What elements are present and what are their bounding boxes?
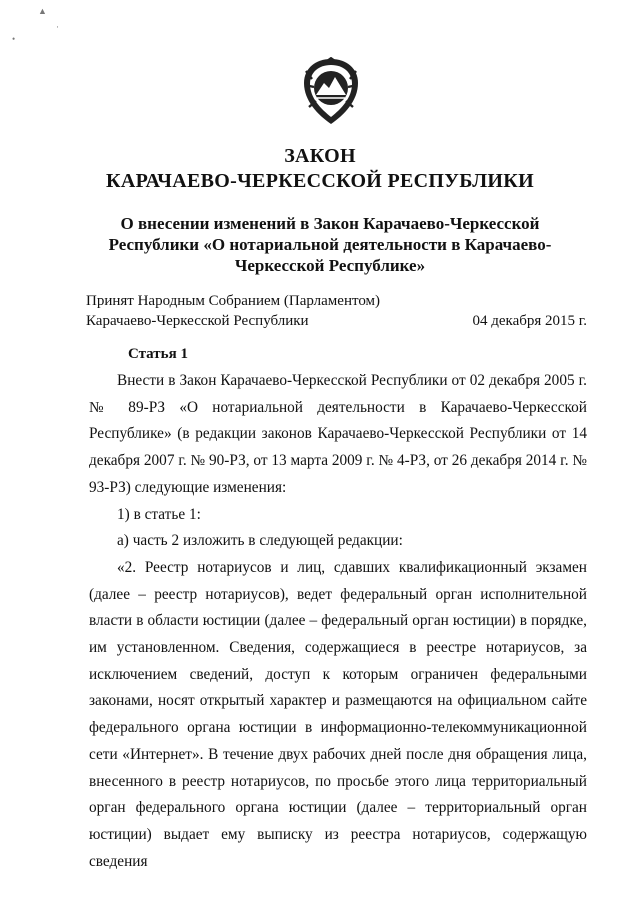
scan-artifact: · xyxy=(56,22,59,32)
adoption-date: 04 декабря 2015 г. xyxy=(472,313,587,329)
article-body xyxy=(89,368,587,875)
document-subtitle: О внесении изменений в Закон Карачаево-Черкесской Республики «О нотариальной деятельности в Карачаево-Черкесской Республике» xyxy=(108,214,552,275)
article-paragraph: а) часть 2 изложить в следующей редакции: xyxy=(117,532,403,550)
document-title: ЗАКОН xyxy=(284,145,356,167)
article-heading: Статья 1 xyxy=(128,346,188,362)
scan-artifact: ▲ xyxy=(38,6,47,16)
article-paragraph: «2. Реестр нотариусов и лиц, сдавших квалификационный экзамен (далее – реестр нотариусов), ведет федеральный орган исполнительной власти в области юстиции (далее – федеральный орган юстиции) в порядке, им установленном. Сведения, содержащиеся в реестре нотариусов, за исключением сведений, доступ к которым ограничен федеральными законами, носят открытый характер и размещаются на официальном сайте федерального органа юстиции в информационно-телекоммуникационной сети «Интернет». В течение двух рабочих дней после дня обращения лица, внесенного в реестр нотариусов, по просьбе этого лица территориальный орган федерального органа юстиции (далее – территориальный орган юстиции) выдает ему выписку из реестра нотариусов, содержащую сведения xyxy=(89,558,587,870)
article-paragraph: Внести в Закон Карачаево-Черкесской Республики от 02 декабря 2005 г. № 89-РЗ «О нотариальной деятельности в Карачаево-Черкесской Республике» (в редакции законов Карачаево-Черкесской Республики от 14 декабря 2007 г. № 90-РЗ, от 13 марта 2009 г. № 4-РЗ, от 26 декабря 2014 г. № 93-РЗ) следующие изменения: xyxy=(89,372,587,496)
document-title-republic: КАРАЧАЕВО-ЧЕРКЕССКОЙ РЕСПУБЛИКИ xyxy=(106,170,534,192)
adopted-by-republic: Карачаево-Черкесской Республики xyxy=(86,313,309,329)
adopted-by-line: Принят Народным Собранием (Парламентом) xyxy=(86,293,381,309)
scan-artifact: • xyxy=(12,34,16,44)
coat-of-arms-icon xyxy=(302,57,360,127)
article-paragraph: 1) в статье 1: xyxy=(117,505,201,523)
